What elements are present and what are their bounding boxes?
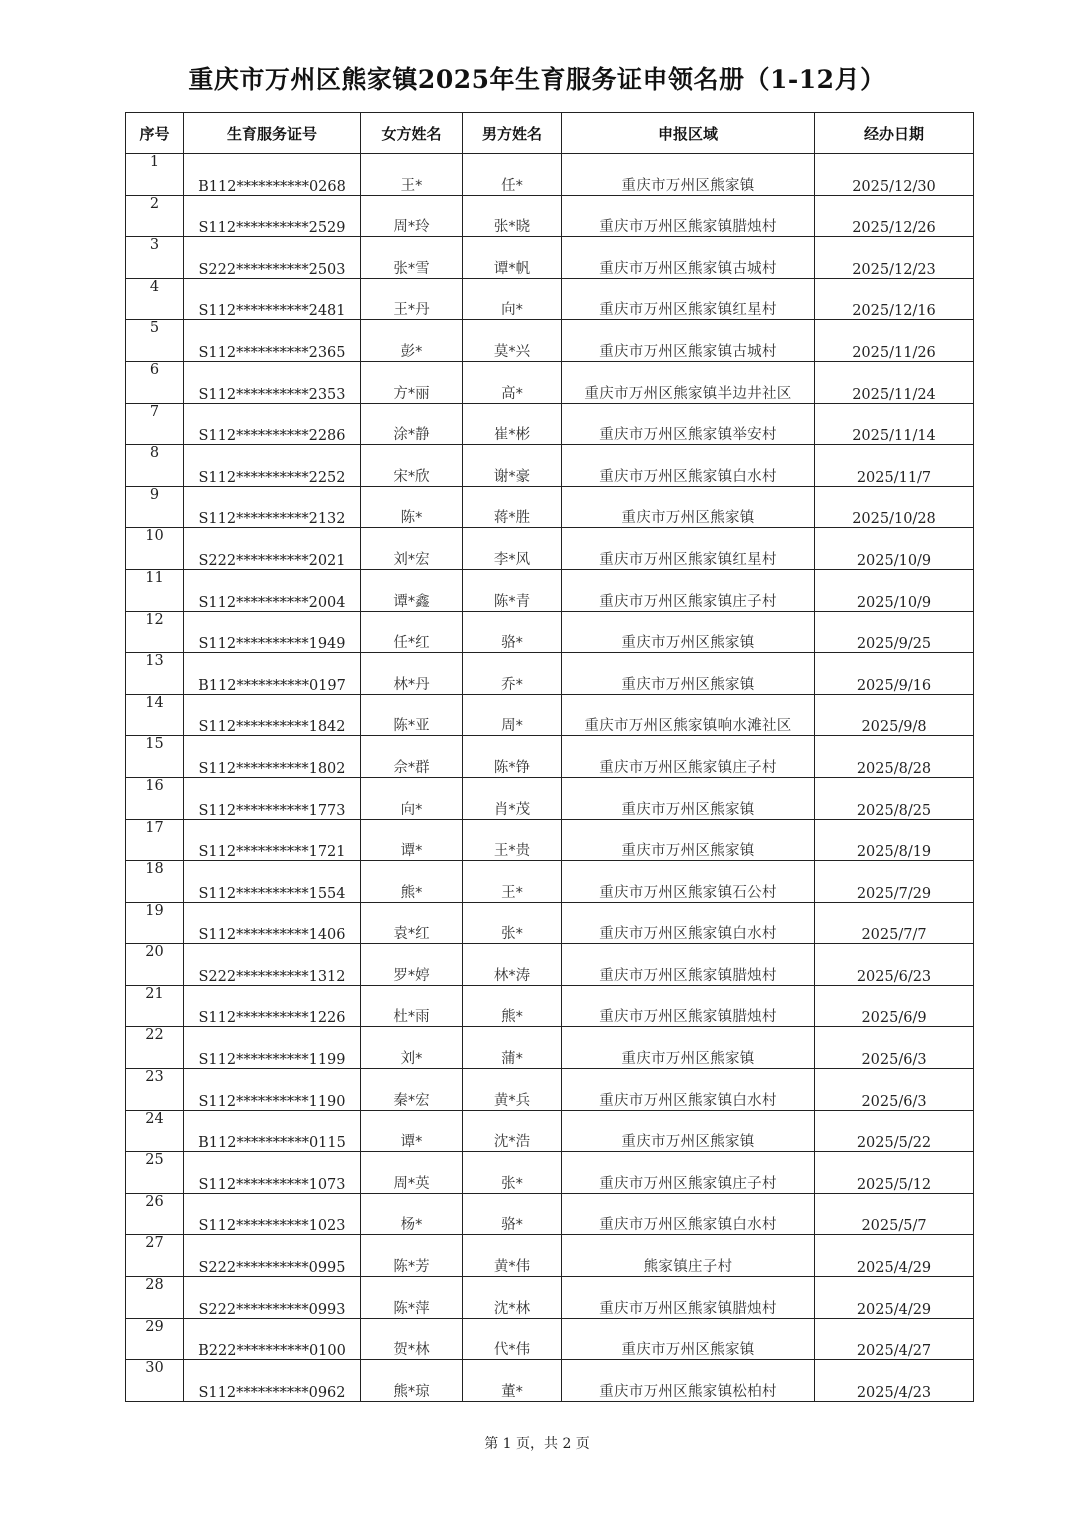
region: 重庆市万州区熊家镇白水村 [562, 1069, 815, 1111]
male-name: 周* [463, 694, 562, 736]
male-name: 黄*兵 [463, 1069, 562, 1111]
certificate-number: S112**********1190 [184, 1069, 361, 1111]
row-index: 29 [126, 1318, 184, 1360]
region: 重庆市万州区熊家镇红星村 [562, 278, 815, 320]
table-row [126, 154, 974, 196]
male-name: 莫*兴 [463, 320, 562, 362]
male-name: 黄*伟 [463, 1235, 562, 1277]
certificate-number: S112**********1721 [184, 819, 361, 861]
row-index: 18 [126, 861, 184, 903]
processing-date: 2025/4/29 [815, 1235, 974, 1277]
certificate-number: S222**********0995 [184, 1235, 361, 1277]
row-index: 7 [126, 403, 184, 445]
document-title: 重庆市万州区熊家镇2025年生育服务证申领名册（1-12月） [188, 65, 886, 94]
header-index: 序号 [126, 113, 184, 154]
female-name: 陈* [361, 486, 463, 528]
table-row [126, 1193, 974, 1235]
certificate-number: S112**********1802 [184, 736, 361, 778]
processing-date: 2025/11/7 [815, 445, 974, 487]
region: 重庆市万州区熊家镇 [562, 154, 815, 196]
region: 重庆市万州区熊家镇腊烛村 [562, 195, 815, 237]
female-name: 陈*芳 [361, 1235, 463, 1277]
male-name: 董* [463, 1360, 562, 1402]
processing-date: 2025/6/9 [815, 985, 974, 1027]
certificate-number: S112**********1226 [184, 985, 361, 1027]
region: 重庆市万州区熊家镇石公村 [562, 861, 815, 903]
row-index: 5 [126, 320, 184, 362]
female-name: 陈*萍 [361, 1277, 463, 1319]
processing-date: 2025/7/29 [815, 861, 974, 903]
row-index: 25 [126, 1152, 184, 1194]
row-index: 27 [126, 1235, 184, 1277]
certificate-number: S112**********0962 [184, 1360, 361, 1402]
table-row [126, 1277, 974, 1319]
table-row [126, 361, 974, 403]
certificate-number: B112**********0268 [184, 154, 361, 196]
table-row [126, 320, 974, 362]
certificate-number: S112**********1199 [184, 1027, 361, 1069]
processing-date: 2025/8/25 [815, 777, 974, 819]
region: 重庆市万州区熊家镇松柏村 [562, 1360, 815, 1402]
region: 重庆市万州区熊家镇 [562, 819, 815, 861]
female-name: 陈*亚 [361, 694, 463, 736]
female-name: 王* [361, 154, 463, 196]
processing-date: 2025/11/24 [815, 361, 974, 403]
table-row [126, 819, 974, 861]
roster-table [125, 112, 974, 1402]
processing-date: 2025/12/23 [815, 237, 974, 279]
certificate-number: S112**********2286 [184, 403, 361, 445]
female-name: 谭* [361, 819, 463, 861]
table-row [126, 944, 974, 986]
row-index: 20 [126, 944, 184, 986]
processing-date: 2025/8/19 [815, 819, 974, 861]
female-name: 王*丹 [361, 278, 463, 320]
header-region: 申报区域 [562, 113, 815, 154]
row-index: 4 [126, 278, 184, 320]
male-name: 乔* [463, 653, 562, 695]
certificate-number: S222**********1312 [184, 944, 361, 986]
region: 重庆市万州区熊家镇腊烛村 [562, 985, 815, 1027]
header-female-name: 女方姓名 [361, 113, 463, 154]
table-row [126, 611, 974, 653]
male-name: 任* [463, 154, 562, 196]
page-footer: 第 1 页，共 2 页 [484, 1436, 590, 1452]
male-name: 王*贵 [463, 819, 562, 861]
male-name: 林*涛 [463, 944, 562, 986]
table-body [126, 154, 974, 1402]
female-name: 熊* [361, 861, 463, 903]
certificate-number: S112**********1073 [184, 1152, 361, 1194]
processing-date: 2025/4/27 [815, 1318, 974, 1360]
processing-date: 2025/10/28 [815, 486, 974, 528]
table-row [126, 1027, 974, 1069]
row-index: 3 [126, 237, 184, 279]
row-index: 26 [126, 1193, 184, 1235]
female-name: 谭* [361, 1110, 463, 1152]
female-name: 佘*群 [361, 736, 463, 778]
row-index: 24 [126, 1110, 184, 1152]
header-certificate-number: 生育服务证号 [184, 113, 361, 154]
certificate-number: B112**********0115 [184, 1110, 361, 1152]
table-row [126, 1235, 974, 1277]
row-index: 2 [126, 195, 184, 237]
male-name: 谢*豪 [463, 445, 562, 487]
processing-date: 2025/9/16 [815, 653, 974, 695]
certificate-number: B112**********0197 [184, 653, 361, 695]
table-row [126, 237, 974, 279]
female-name: 周*玲 [361, 195, 463, 237]
certificate-number: B222**********0100 [184, 1318, 361, 1360]
row-index: 15 [126, 736, 184, 778]
processing-date: 2025/9/8 [815, 694, 974, 736]
row-index: 8 [126, 445, 184, 487]
male-name: 沈*浩 [463, 1110, 562, 1152]
female-name: 贺*林 [361, 1318, 463, 1360]
male-name: 熊* [463, 985, 562, 1027]
male-name: 王* [463, 861, 562, 903]
processing-date: 2025/6/23 [815, 944, 974, 986]
female-name: 涂*静 [361, 403, 463, 445]
row-index: 16 [126, 777, 184, 819]
certificate-number: S112**********2365 [184, 320, 361, 362]
region: 重庆市万州区熊家镇 [562, 611, 815, 653]
male-name: 沈*林 [463, 1277, 562, 1319]
region: 重庆市万州区熊家镇 [562, 1318, 815, 1360]
male-name: 向* [463, 278, 562, 320]
female-name: 张*雪 [361, 237, 463, 279]
table-row [126, 445, 974, 487]
region: 重庆市万州区熊家镇 [562, 486, 815, 528]
female-name: 杜*雨 [361, 985, 463, 1027]
region: 重庆市万州区熊家镇腊烛村 [562, 1277, 815, 1319]
row-index: 30 [126, 1360, 184, 1402]
table-row [126, 861, 974, 903]
male-name: 骆* [463, 1193, 562, 1235]
table-row [126, 653, 974, 695]
certificate-number: S112**********2004 [184, 569, 361, 611]
certificate-number: S112**********1773 [184, 777, 361, 819]
row-index: 14 [126, 694, 184, 736]
table-row [126, 694, 974, 736]
region: 重庆市万州区熊家镇古城村 [562, 237, 815, 279]
table-row [126, 736, 974, 778]
table-row [126, 195, 974, 237]
male-name: 张* [463, 902, 562, 944]
header-date: 经办日期 [815, 113, 974, 154]
region: 重庆市万州区熊家镇 [562, 1027, 815, 1069]
certificate-number: S112**********2252 [184, 445, 361, 487]
region: 重庆市万州区熊家镇半边井社区 [562, 361, 815, 403]
male-name: 代*伟 [463, 1318, 562, 1360]
male-name: 张*晓 [463, 195, 562, 237]
female-name: 杨* [361, 1193, 463, 1235]
female-name: 袁*红 [361, 902, 463, 944]
header-male-name: 男方姓名 [463, 113, 562, 154]
processing-date: 2025/12/16 [815, 278, 974, 320]
row-index: 17 [126, 819, 184, 861]
female-name: 宋*欣 [361, 445, 463, 487]
row-index: 11 [126, 569, 184, 611]
female-name: 刘* [361, 1027, 463, 1069]
row-index: 12 [126, 611, 184, 653]
female-name: 罗*婷 [361, 944, 463, 986]
male-name: 崔*彬 [463, 403, 562, 445]
certificate-number: S112**********2132 [184, 486, 361, 528]
region: 重庆市万州区熊家镇白水村 [562, 902, 815, 944]
male-name: 张* [463, 1152, 562, 1194]
table-row [126, 569, 974, 611]
processing-date: 2025/10/9 [815, 528, 974, 570]
processing-date: 2025/9/25 [815, 611, 974, 653]
processing-date: 2025/4/29 [815, 1277, 974, 1319]
male-name: 蒲* [463, 1027, 562, 1069]
certificate-number: S112**********1949 [184, 611, 361, 653]
certificate-number: S222**********0993 [184, 1277, 361, 1319]
table-row [126, 777, 974, 819]
table-row [126, 528, 974, 570]
certificate-number: S112**********1554 [184, 861, 361, 903]
certificate-number: S112**********2481 [184, 278, 361, 320]
table-row [126, 902, 974, 944]
female-name: 刘*宏 [361, 528, 463, 570]
table-row [126, 985, 974, 1027]
region: 重庆市万州区熊家镇白水村 [562, 445, 815, 487]
processing-date: 2025/7/7 [815, 902, 974, 944]
female-name: 秦*宏 [361, 1069, 463, 1111]
table-row [126, 278, 974, 320]
row-index: 22 [126, 1027, 184, 1069]
row-index: 9 [126, 486, 184, 528]
region: 重庆市万州区熊家镇响水滩社区 [562, 694, 815, 736]
region: 熊家镇庄子村 [562, 1235, 815, 1277]
region: 重庆市万州区熊家镇庄子村 [562, 569, 815, 611]
processing-date: 2025/12/30 [815, 154, 974, 196]
female-name: 谭*鑫 [361, 569, 463, 611]
certificate-number: S222**********2021 [184, 528, 361, 570]
region: 重庆市万州区熊家镇白水村 [562, 1193, 815, 1235]
row-index: 10 [126, 528, 184, 570]
processing-date: 2025/11/26 [815, 320, 974, 362]
male-name: 谭*帆 [463, 237, 562, 279]
male-name: 蒋*胜 [463, 486, 562, 528]
table-row [126, 1152, 974, 1194]
processing-date: 2025/5/7 [815, 1193, 974, 1235]
table-header-row [126, 113, 974, 154]
table-row [126, 1069, 974, 1111]
certificate-number: S222**********2503 [184, 237, 361, 279]
row-index: 23 [126, 1069, 184, 1111]
row-index: 6 [126, 361, 184, 403]
region: 重庆市万州区熊家镇腊烛村 [562, 944, 815, 986]
table-row [126, 1318, 974, 1360]
row-index: 28 [126, 1277, 184, 1319]
processing-date: 2025/5/22 [815, 1110, 974, 1152]
female-name: 林*丹 [361, 653, 463, 695]
row-index: 1 [126, 154, 184, 196]
region: 重庆市万州区熊家镇 [562, 1110, 815, 1152]
female-name: 周*英 [361, 1152, 463, 1194]
processing-date: 2025/6/3 [815, 1027, 974, 1069]
region: 重庆市万州区熊家镇 [562, 653, 815, 695]
male-name: 肖*茂 [463, 777, 562, 819]
female-name: 向* [361, 777, 463, 819]
processing-date: 2025/12/26 [815, 195, 974, 237]
certificate-number: S112**********2529 [184, 195, 361, 237]
row-index: 13 [126, 653, 184, 695]
certificate-number: S112**********1406 [184, 902, 361, 944]
region: 重庆市万州区熊家镇古城村 [562, 320, 815, 362]
region: 重庆市万州区熊家镇 [562, 777, 815, 819]
male-name: 李*风 [463, 528, 562, 570]
processing-date: 2025/6/3 [815, 1069, 974, 1111]
processing-date: 2025/5/12 [815, 1152, 974, 1194]
male-name: 陈*青 [463, 569, 562, 611]
processing-date: 2025/8/28 [815, 736, 974, 778]
processing-date: 2025/11/14 [815, 403, 974, 445]
female-name: 方*丽 [361, 361, 463, 403]
female-name: 彭* [361, 320, 463, 362]
region: 重庆市万州区熊家镇庄子村 [562, 1152, 815, 1194]
female-name: 熊*琼 [361, 1360, 463, 1402]
table-row [126, 403, 974, 445]
table-row [126, 486, 974, 528]
region: 重庆市万州区熊家镇红星村 [562, 528, 815, 570]
male-name: 陈*铮 [463, 736, 562, 778]
processing-date: 2025/10/9 [815, 569, 974, 611]
row-index: 19 [126, 902, 184, 944]
certificate-number: S112**********2353 [184, 361, 361, 403]
region: 重庆市万州区熊家镇庄子村 [562, 736, 815, 778]
female-name: 任*红 [361, 611, 463, 653]
table-row [126, 1360, 974, 1402]
male-name: 高* [463, 361, 562, 403]
row-index: 21 [126, 985, 184, 1027]
certificate-number: S112**********1023 [184, 1193, 361, 1235]
male-name: 骆* [463, 611, 562, 653]
certificate-number: S112**********1842 [184, 694, 361, 736]
region: 重庆市万州区熊家镇举安村 [562, 403, 815, 445]
table-row [126, 1110, 974, 1152]
processing-date: 2025/4/23 [815, 1360, 974, 1402]
